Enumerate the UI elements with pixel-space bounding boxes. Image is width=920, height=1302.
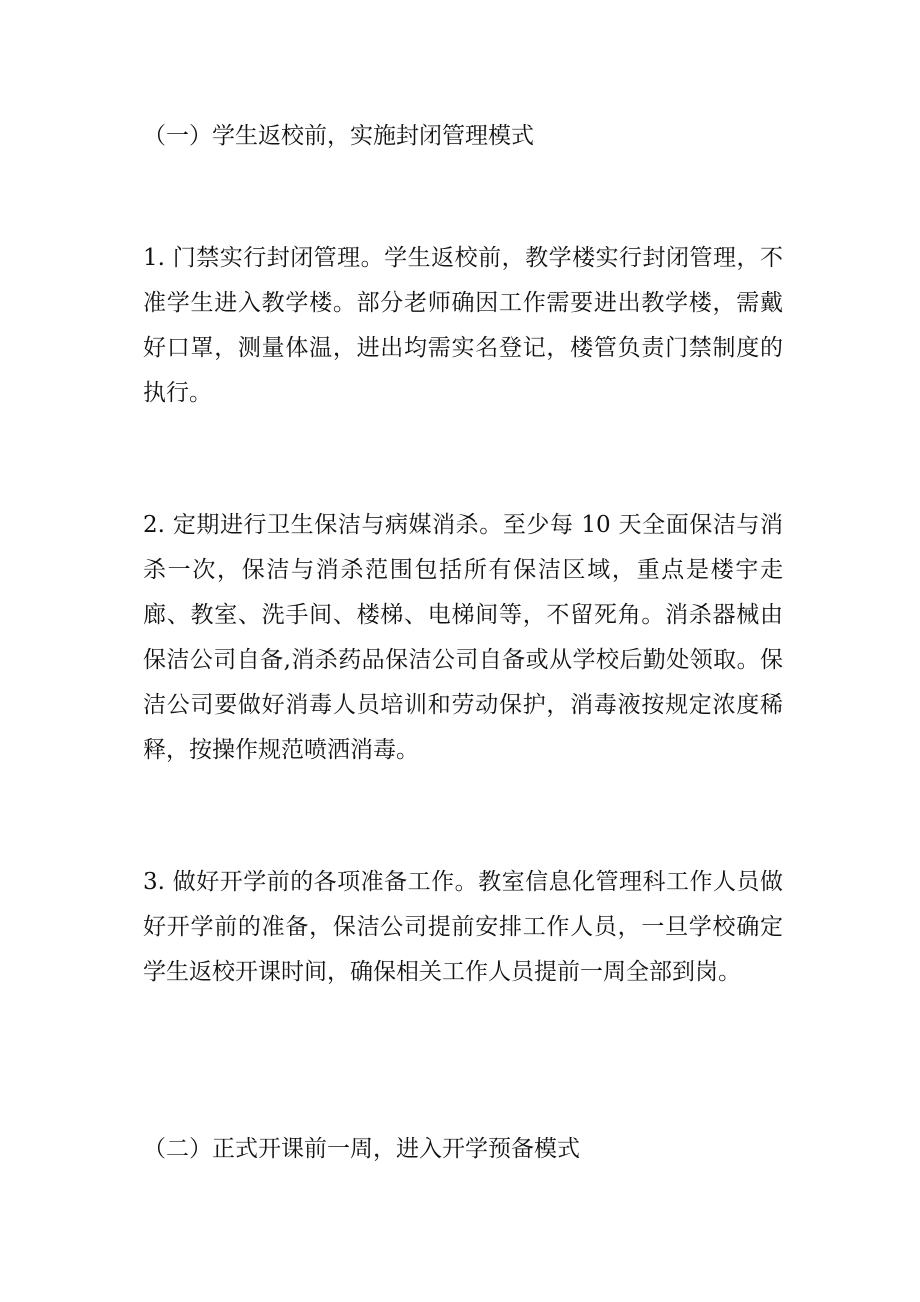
section-2-heading: （二）正式开课前一周，进入开学预备模式 bbox=[143, 1136, 580, 1162]
paragraph-1: 1. 门禁实行封闭管理。学生返校前，教学楼实行封闭管理，不准学生进入教学楼。部分老师确因工作需要进出教学楼，需戴好口罩，测量体温，进出均需实名登记，楼管负责门禁制度的执行。 bbox=[143, 245, 783, 406]
paragraph-2: 2. 定期进行卫生保洁与病媒消杀。至少每 10 天全面保洁与消杀一次，保洁与消杀范围包括所有保洁区域，重点是楼宇走廊、教室、洗手间、楼梯、电梯间等，不留死角。消杀器械由保洁公司自备,消杀药品保洁公司自备或从学校后勤处领取。保洁公司要做好消毒人员培训和劳动保护，消毒液按规定浓度稀释，按操作规范喷洒消毒。 bbox=[143, 512, 783, 763]
paragraph-3: 3. 做好开学前的各项准备工作。教室信息化管理科工作人员做好开学前的准备，保洁公司提前安排工作人员，一旦学校确定学生返校开课时间，确保相关工作人员提前一周全部到岗。 bbox=[143, 869, 783, 985]
section-1-heading: （一）学生返校前，实施封闭管理模式 bbox=[143, 123, 534, 149]
